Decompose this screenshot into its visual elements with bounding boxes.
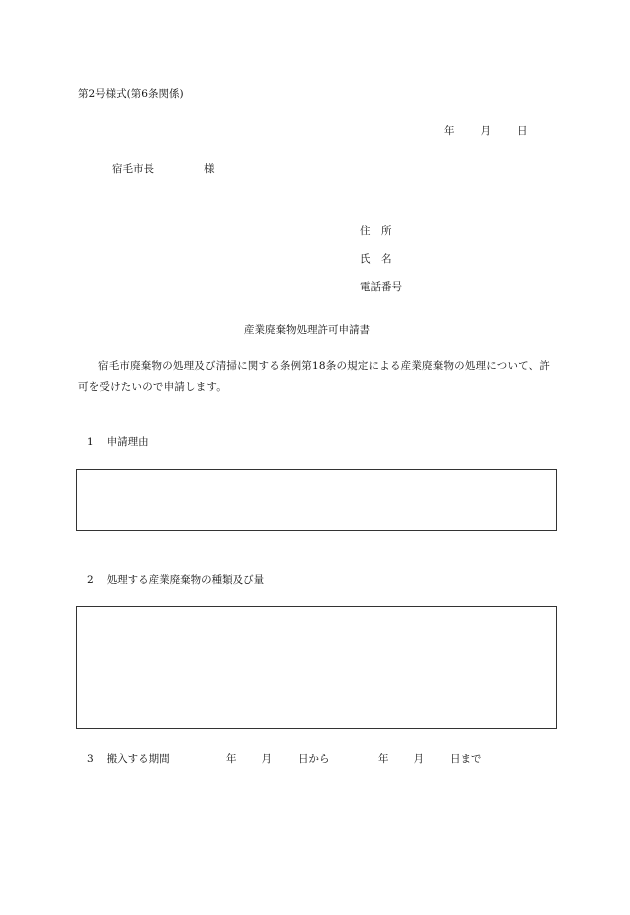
addressee-honorific: 様 — [204, 163, 215, 175]
section-2-heading — [87, 572, 264, 587]
section-3-label: 搬入する期間 — [106, 753, 170, 765]
date-day: 日 — [517, 125, 528, 137]
period-from — [226, 751, 330, 766]
period-to-year: 年 — [378, 753, 389, 765]
application-reason-field[interactable] — [76, 469, 557, 531]
name-label: 氏 名 — [360, 253, 392, 265]
date-year: 年 — [444, 125, 455, 137]
section-1-number: 1 — [87, 436, 94, 448]
waste-type-quantity-field[interactable] — [76, 606, 557, 729]
section-2-number: 2 — [87, 574, 94, 586]
addressee — [112, 161, 215, 176]
phone-label: 電話番号 — [360, 281, 402, 293]
period-to — [378, 751, 482, 766]
address-label: 住 所 — [360, 225, 392, 237]
period-from-day: 日から — [298, 753, 330, 765]
section-1-heading — [87, 434, 149, 449]
section-3-number: 3 — [87, 753, 94, 765]
period-from-month: 月 — [261, 753, 272, 765]
section-2-label: 処理する産業廃棄物の種類及び量 — [106, 574, 265, 586]
section-3-heading — [87, 751, 170, 766]
period-to-month: 月 — [413, 753, 424, 765]
addressee-title: 宿毛市長 — [112, 163, 154, 175]
section-1-label: 申請理由 — [106, 436, 149, 448]
date-month: 月 — [480, 125, 491, 137]
period-from-year: 年 — [226, 753, 237, 765]
period-to-day: 日まで — [450, 753, 482, 765]
date-line — [444, 123, 528, 138]
body-text: 宿毛市廃棄物の処理及び清掃に関する条例第18条の規定による産業廃棄物の処理について、許可を受けたいので申請します。 — [78, 360, 551, 393]
document-title: 産業廃棄物処理許可申請書 — [244, 324, 370, 336]
form-number: 第2号様式(第6条関係) — [78, 88, 184, 100]
